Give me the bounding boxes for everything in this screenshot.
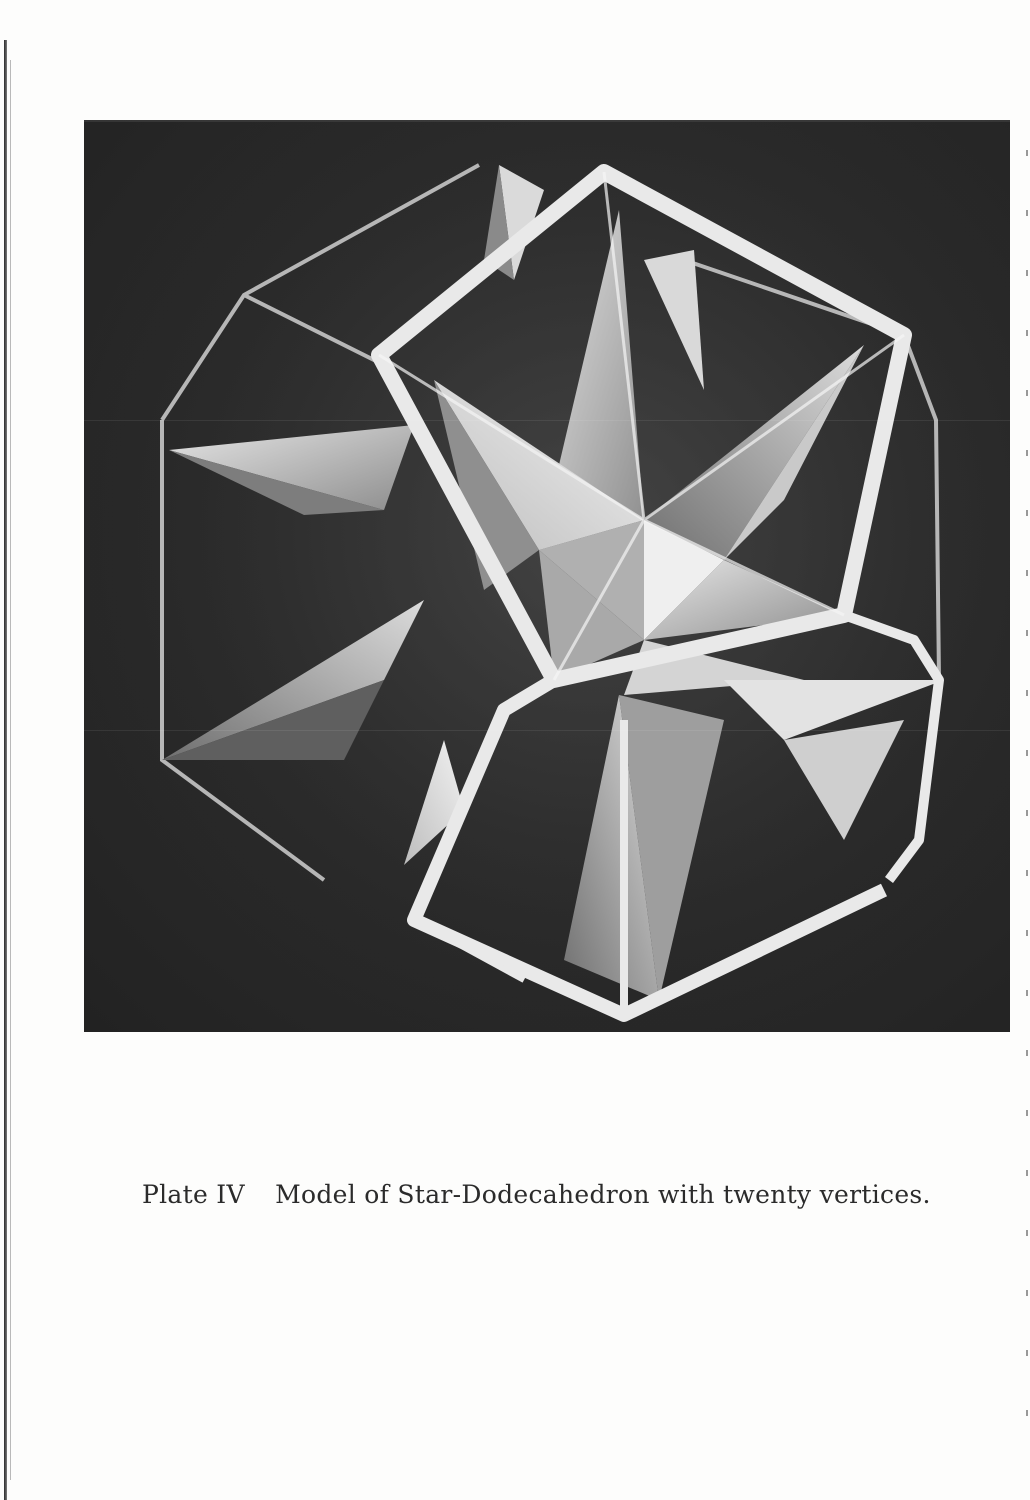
star-dodecahedron-model-image [84, 120, 1010, 1032]
page-binding-shadow [4, 40, 7, 1500]
plate-number: Plate IV [142, 1180, 245, 1209]
page-binding-line [10, 60, 11, 1480]
plate-caption-text: Model of Star-Dodecahedron with twenty vertices. [275, 1180, 931, 1209]
plate-photograph [84, 120, 1010, 1032]
page-right-edge-marks [1026, 150, 1028, 1450]
plate-caption [142, 1180, 1002, 1209]
